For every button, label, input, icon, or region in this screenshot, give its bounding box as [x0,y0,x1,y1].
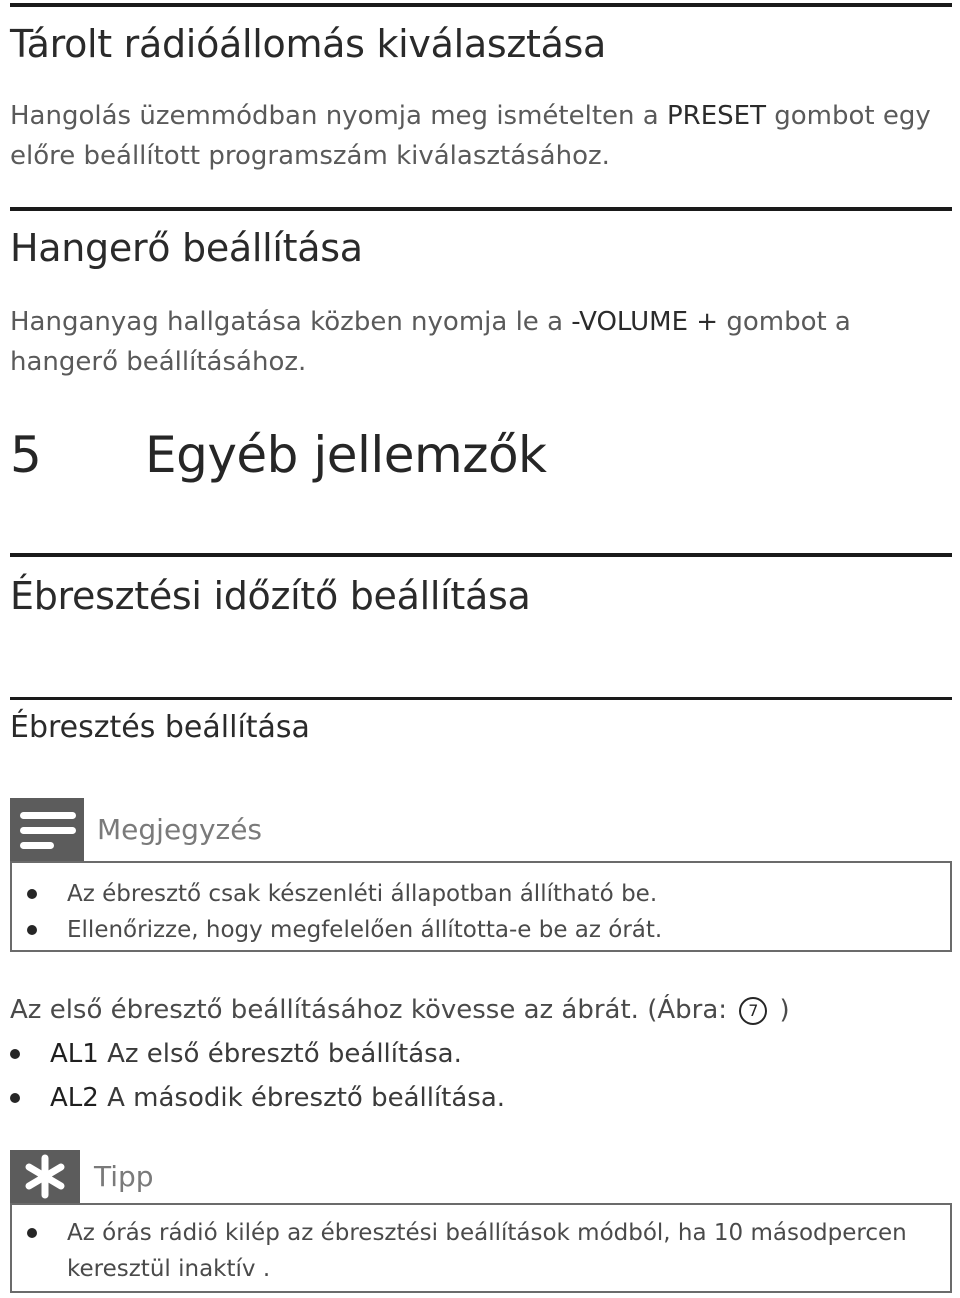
bullet-icon [10,1093,20,1103]
list-item [12,876,662,912]
asterisk-icon [10,1150,80,1203]
top-rule [10,3,952,7]
list-item [10,1032,505,1076]
figure-number-icon: 7 [739,997,767,1025]
note-item-text: Az ébresztő csak készenléti állapotban állítható be. [67,881,658,907]
body-text: gombot egy előre beállított programszám kiválasztásához. [10,101,931,171]
alarm-intro-text: Az első ébresztő beállításához kövesse az ábrát. (Ábra: [10,995,736,1025]
section-title-stored-station: Tárolt rádióállomás kiválasztása [10,22,607,66]
section-title-alarm-timer: Ébresztési időzítő beállítása [10,574,531,618]
section-body-stored-station [10,96,950,176]
chapter-number: 5 [10,426,42,484]
alarm-item-text: Az első ébresztő beállítása. [98,1039,462,1069]
alarm-item-text: A második ébresztő beállítása. [98,1083,506,1113]
tip-item-text: Az órás rádió kilép az ébresztési beállítások módból, ha 10 másodpercen [67,1220,907,1246]
alarm-intro [10,990,790,1030]
section-title-volume: Hangerő beállítása [10,226,363,270]
body-text: Hangolás üzemmódban nyomja meg ismételten a [10,101,667,131]
tip-label: Tipp [94,1160,154,1193]
tip-box [10,1203,952,1293]
bullet-icon [27,1228,37,1238]
subsection-title: Ébresztés beállítása [10,710,310,745]
list-item [12,1215,907,1251]
note-item-text: Ellenőrizze, hogy megfelelően állította-e be az órát. [67,917,663,943]
note-label: Megjegyzés [97,813,263,846]
note-box [10,861,952,952]
alarm-key: AL2 [50,1083,99,1113]
tip-list [12,1215,907,1287]
note-list [12,876,662,948]
volume-key: -VOLUME + [571,307,719,337]
alarm-key: AL1 [50,1039,99,1069]
subsection-rule [10,697,952,700]
alarm-intro-text: ) [771,995,790,1025]
bullet-icon [27,889,37,899]
body-text: Hanganyag hallgatása közben nyomja le a [10,307,572,337]
note-lines-icon [10,798,84,862]
bullet-icon [10,1049,20,1059]
section-body-volume [10,302,910,382]
list-item-continuation [12,1251,907,1287]
list-item [10,1076,505,1120]
list-item [12,912,662,948]
body-text: gombot a hangerő beállításához. [10,307,851,377]
bullet-icon [27,925,37,935]
tip-item-text: keresztül inaktív . [67,1256,271,1282]
section-rule [10,207,952,211]
chapter-title: Egyéb jellemzők [145,426,547,484]
preset-key: PRESET [666,101,766,131]
chapter-rule [10,553,952,557]
alarm-list [10,1032,505,1120]
